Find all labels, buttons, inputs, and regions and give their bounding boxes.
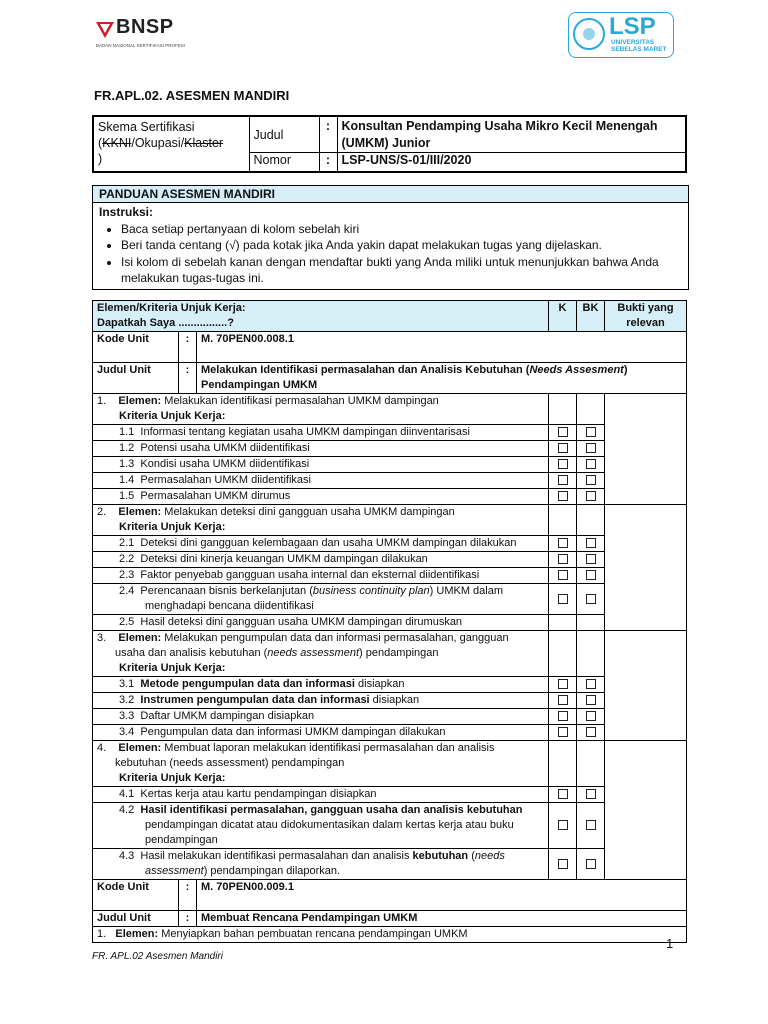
kriteria-text: Kertas kerja atau kartu pendampingan disiapkan (140, 788, 377, 800)
judul-unit-colon: : (179, 363, 197, 394)
kriteria-row (93, 441, 687, 457)
nomor-label: Nomor (249, 153, 319, 172)
kriteria-row (93, 787, 687, 803)
judul-unit-text-a: Melakukan Identifikasi permasalahan dan Analisis Kebutuhan ( (201, 364, 530, 376)
kriteria-text: Informasi tentang kegiatan usaha UMKM dampingan diinventarisasi (140, 426, 470, 438)
k-checkbox[interactable] (558, 443, 568, 453)
kriteria-num: 1.2 (119, 442, 135, 454)
bk-checkbox[interactable] (586, 491, 596, 501)
bk-checkbox[interactable] (586, 711, 596, 721)
k-checkbox[interactable] (558, 459, 568, 469)
elemen-row (93, 394, 687, 425)
kriteria-row (93, 584, 687, 615)
kriteria-num: 2.4 (119, 585, 135, 597)
kriteria-num: 1.4 (119, 474, 135, 486)
instruksi-item: • Isi kolom di sebelah kanan dengan mendaftar bukti yang Anda miliki untuk menunjukkan bahwa Anda melakukan tugas-tugas ini. (121, 254, 682, 287)
kriteria-text: Deteksi dini kinerja keuangan UMKM dampingan dilakukan (140, 553, 428, 565)
page-footer: FR. APL.02 Asesmen Mandiri (92, 951, 223, 962)
kriteria-text-a: Perencanaan bisnis berkelanjutan ( (140, 585, 313, 597)
bnsp-logo-subtitle: BADAN NASIONAL SERTIFIKASI PROFESI (96, 43, 186, 48)
judul-unit-text-b: ) (623, 364, 628, 376)
kriteria-text-a: Hasil melakukan identifikasi permasalahan dan analisis (140, 850, 413, 862)
elemen-4 (93, 741, 549, 787)
kriteria-row (93, 693, 687, 709)
judul-unit-label: Judul Unit (93, 363, 179, 394)
kriteria-num: 1.5 (119, 490, 135, 502)
kriteria-num: 2.1 (119, 537, 135, 549)
kriteria-num: 3.4 (119, 726, 135, 738)
elemen-2 (93, 505, 549, 536)
k-checkbox[interactable] (558, 491, 568, 501)
kriteria-num: 3.2 (119, 694, 135, 706)
kriteria-text: Kondisi usaha UMKM diidentifikasi (140, 458, 310, 470)
kriteria-row (93, 536, 687, 552)
kriteria-row (93, 473, 687, 489)
instruksi-item: • Beri tanda centang (√) pada kotak jika Anda yakin dapat melakukan tugas yang dijelaskan. (121, 237, 682, 254)
kriteria-text-c: menghadapi bencana diidentifikasi (145, 600, 314, 612)
kriteria-3-4 (93, 725, 549, 741)
lsp-logo-sub1: UNIVERSITAS (611, 39, 655, 46)
kriteria-text-paren: ( (468, 850, 475, 862)
bnsp-emblem-icon (94, 18, 116, 40)
kriteria-num: 2.5 (119, 616, 135, 628)
kriteria-text: Permasalahan UMKM diidentifikasi (140, 474, 311, 486)
kriteria-3-1 (93, 677, 549, 693)
kode-unit-row (93, 332, 687, 363)
bnsp-logo-text: BNSP (116, 16, 174, 38)
k-checkbox[interactable] (558, 789, 568, 799)
bk-checkbox[interactable] (586, 538, 596, 548)
panduan-body (93, 203, 688, 289)
kriteria-row (93, 725, 687, 741)
header-bukti-line2: relevan (626, 317, 665, 329)
kriteria-row (93, 849, 687, 880)
skema-label-paren: ( (98, 136, 103, 150)
kriteria-2-2 (93, 552, 549, 568)
uns-emblem-icon (573, 18, 605, 50)
judul-value: Konsultan Pendamping Usaha Mikro Kecil Menengah (UMKM) Junior (337, 116, 686, 153)
kriteria-text-bold: Instrumen pengumpulan data dan informasi (140, 694, 370, 706)
judul-unit-text-ital: Needs Assesment (529, 364, 624, 376)
elemen-3 (93, 631, 549, 677)
bk-checkbox[interactable] (586, 859, 596, 869)
elemen-row (93, 631, 687, 677)
kriteria-label: Kriteria Unjuk Kerja: (119, 410, 226, 422)
kriteria-4-1 (93, 787, 549, 803)
header-elemen-line1: Elemen/Kriteria Unjuk Kerja: (97, 302, 246, 314)
k-checkbox[interactable] (558, 570, 568, 580)
kriteria-text: Potensi usaha UMKM diidentifikasi (140, 442, 310, 454)
bk-checkbox[interactable] (586, 679, 596, 689)
skema-label-okupasi: /Okupasi/ (131, 136, 185, 150)
kode-unit-colon: : (179, 332, 197, 363)
elemen-label: Elemen: (115, 928, 159, 940)
instruksi-label: Instruksi: (99, 205, 154, 219)
kriteria-num: 2.2 (119, 553, 135, 565)
kriteria-text-c: pendampingan (145, 834, 218, 846)
kriteria-text: Faktor penyebab gangguan usaha internal dan eksternal diidentifikasi (140, 569, 480, 581)
instruksi-list (99, 221, 682, 287)
judul-label: Judul (249, 116, 319, 153)
k-checkbox[interactable] (558, 820, 568, 830)
kode-unit-row (93, 880, 687, 911)
kriteria-num: 3.1 (119, 678, 135, 690)
elemen-text-ital: needs assessment (267, 647, 359, 659)
kriteria-num: 4.2 (119, 804, 135, 816)
kriteria-4-2 (93, 803, 549, 849)
bk-checkbox[interactable] (586, 443, 596, 453)
kriteria-1-4 (93, 473, 549, 489)
bk-checkbox[interactable] (586, 427, 596, 437)
kode-unit-value: M. 70PEN00.009.1 (197, 880, 687, 911)
elemen-num: 4. (97, 742, 107, 754)
kriteria-text: Hasil deteksi dini gangguan usaha UMKM dampingan dirumuskan (140, 616, 463, 628)
elemen-text: Melakukan deteksi dini gangguan usaha UMKM dampingan (161, 506, 455, 518)
kriteria-1-5 (93, 489, 549, 505)
kriteria-row (93, 425, 687, 441)
k-checkbox[interactable] (558, 538, 568, 548)
bk-checkbox[interactable] (586, 789, 596, 799)
kriteria-text-b: ) UMKM dalam (429, 585, 504, 597)
bk-checkbox[interactable] (586, 695, 596, 705)
lsp-logo-sub2: SEBELAS MARET (611, 46, 667, 53)
k-checkbox[interactable] (558, 711, 568, 721)
document-title: FR.APL.02. ASESMEN MANDIRI (94, 88, 290, 103)
kriteria-text: Permasalahan UMKM dirumus (140, 490, 291, 502)
kode-unit-value: M. 70PEN00.008.1 (197, 332, 687, 363)
kriteria-label: Kriteria Unjuk Kerja: (119, 662, 226, 674)
elemen-text-c: ) pendampingan (359, 647, 439, 659)
judul-colon: : (319, 116, 337, 153)
kriteria-text-ital: business continuity plan (312, 585, 430, 597)
kriteria-1-2 (93, 441, 549, 457)
kriteria-row (93, 568, 687, 584)
elemen-label: Elemen: (118, 395, 162, 407)
header-bukti-line1: Bukti yang (617, 302, 674, 314)
kriteria-row (93, 489, 687, 505)
bk-checkbox[interactable] (586, 554, 596, 564)
panduan-heading: PANDUAN ASESMEN MANDIRI (93, 186, 688, 203)
elemen-row (93, 927, 687, 943)
kriteria-2-1 (93, 536, 549, 552)
judul-unit-value: Membuat Rencana Pendampingan UMKM (197, 911, 687, 927)
k-checkbox[interactable] (558, 554, 568, 564)
nomor-colon: : (319, 153, 337, 172)
elemen-row (93, 505, 687, 536)
k-checkbox[interactable] (558, 427, 568, 437)
elemen-text: Melakukan identifikasi permasalahan UMKM dampingan (161, 395, 439, 407)
kriteria-text-b: ) pendampingan dilaporkan. (203, 865, 341, 877)
bk-checkbox[interactable] (586, 570, 596, 580)
bk-checkbox[interactable] (586, 594, 596, 604)
elemen-label: Elemen: (118, 506, 162, 518)
kriteria-2-4 (93, 584, 549, 615)
bk-checkbox[interactable] (586, 727, 596, 737)
instruksi-item: • Baca setiap pertanyaan di kolom sebelah kiri (121, 221, 682, 238)
kriteria-num: 4.3 (119, 850, 135, 862)
judul-unit-value (197, 363, 687, 394)
kode-unit-label: Kode Unit (93, 332, 179, 363)
kriteria-num: 1.1 (119, 426, 135, 438)
kriteria-4-3 (93, 849, 549, 880)
kriteria-text: disiapkan (369, 694, 420, 706)
kriteria-num: 2.3 (119, 569, 135, 581)
kriteria-1-3 (93, 457, 549, 473)
elemen-row (93, 741, 687, 787)
skema-label-klaster: Klaster (184, 136, 224, 150)
kriteria-table (92, 300, 687, 943)
kriteria-text-bold: Hasil identifikasi permasalahan, gangguan usaha dan analisis kebutuhan (140, 804, 523, 816)
kriteria-num: 1.3 (119, 458, 135, 470)
k-checkbox[interactable] (558, 727, 568, 737)
header-elemen-line2: Dapatkah Saya ................? (97, 317, 234, 329)
kriteria-label: Kriteria Unjuk Kerja: (119, 772, 226, 784)
kriteria-row (93, 615, 687, 631)
judul-unit-text-c: Pendampingan UMKM (201, 379, 318, 391)
header-bukti (605, 301, 687, 332)
judul-unit-row (93, 911, 687, 927)
nomor-value: LSP-UNS/S-01/III/2020 (337, 153, 686, 172)
k-checkbox[interactable] (558, 679, 568, 689)
kriteria-text-ital: needs (474, 850, 505, 862)
bnsp-logo (94, 16, 214, 52)
header-bk: BK (577, 301, 605, 332)
elemen-num: 1. (97, 928, 107, 940)
bk-checkbox[interactable] (586, 459, 596, 469)
kode-unit-colon: : (179, 880, 197, 911)
elemen-text-a: Membuat laporan melakukan identifikasi permasalahan dan analisis (161, 742, 495, 754)
skema-label (93, 116, 249, 172)
elemen-5 (93, 927, 687, 943)
header-k: K (549, 301, 577, 332)
kriteria-text: Pengumpulan data dan informasi UMKM dampingan dilakukan (140, 726, 446, 738)
kode-unit-label: Kode Unit (93, 880, 179, 911)
bk-checkbox[interactable] (586, 475, 596, 485)
kriteria-row (93, 709, 687, 725)
kriteria-3-3 (93, 709, 549, 725)
bk-checkbox[interactable] (586, 820, 596, 830)
kriteria-text: disiapkan (354, 678, 405, 690)
judul-unit-label: Judul Unit (93, 911, 179, 927)
kriteria-text: Deteksi dini gangguan kelembagaan dan usaha UMKM dampingan dilakukan (140, 537, 517, 549)
kriteria-2-5 (93, 615, 549, 631)
kriteria-row (93, 677, 687, 693)
kriteria-row (93, 552, 687, 568)
kriteria-label: Kriteria Unjuk Kerja: (119, 521, 226, 533)
skema-table (92, 115, 687, 173)
k-checkbox[interactable] (558, 475, 568, 485)
skema-label-kkni: KKNI (102, 136, 132, 150)
kriteria-3-2 (93, 693, 549, 709)
kriteria-text-bold: Metode pengumpulan data dan informasi (140, 678, 355, 690)
kriteria-text: Daftar UMKM dampingan disiapkan (140, 710, 315, 722)
elemen-1 (93, 394, 549, 425)
kriteria-text-ital-b: assessment (145, 865, 204, 877)
k-checkbox[interactable] (558, 594, 568, 604)
judul-unit-row (93, 363, 687, 394)
elemen-num: 2. (97, 506, 107, 518)
kriteria-text-bold: kebutuhan (412, 850, 469, 862)
elemen-label: Elemen: (118, 632, 162, 644)
kriteria-row (93, 803, 687, 849)
kriteria-2-3 (93, 568, 549, 584)
kriteria-text-b: pendampingan dicatat atau didokumentasikan dalam kertas kerja atau buku (145, 819, 514, 831)
lsp-logo (568, 12, 674, 58)
judul-unit-colon: : (179, 911, 197, 927)
elemen-text-a: Melakukan pengumpulan data dan informasi permasalahan, gangguan (161, 632, 509, 644)
elemen-num: 1. (97, 395, 107, 407)
table-header-row (93, 301, 687, 332)
skema-label-line1: Skema Sertifikasi (98, 120, 195, 134)
header-elemen (93, 301, 549, 332)
kriteria-num: 3.3 (119, 710, 135, 722)
elemen-text: Menyiapkan bahan pembuatan rencana pendampingan UMKM (158, 928, 468, 940)
elemen-label: Elemen: (118, 742, 162, 754)
panduan-box (92, 185, 689, 290)
elemen-text-b: kebutuhan (needs assessment) pendampingan (115, 757, 345, 769)
lsp-logo-text: LSP (609, 13, 656, 40)
page-number: 1 (666, 936, 674, 951)
elemen-text-b: usaha dan analisis kebutuhan ( (115, 647, 268, 659)
kriteria-num: 4.1 (119, 788, 135, 800)
elemen-num: 3. (97, 632, 107, 644)
k-checkbox[interactable] (558, 859, 568, 869)
kriteria-row (93, 457, 687, 473)
k-checkbox[interactable] (558, 695, 568, 705)
kriteria-1-1 (93, 425, 549, 441)
skema-label-close: ) (98, 152, 103, 166)
